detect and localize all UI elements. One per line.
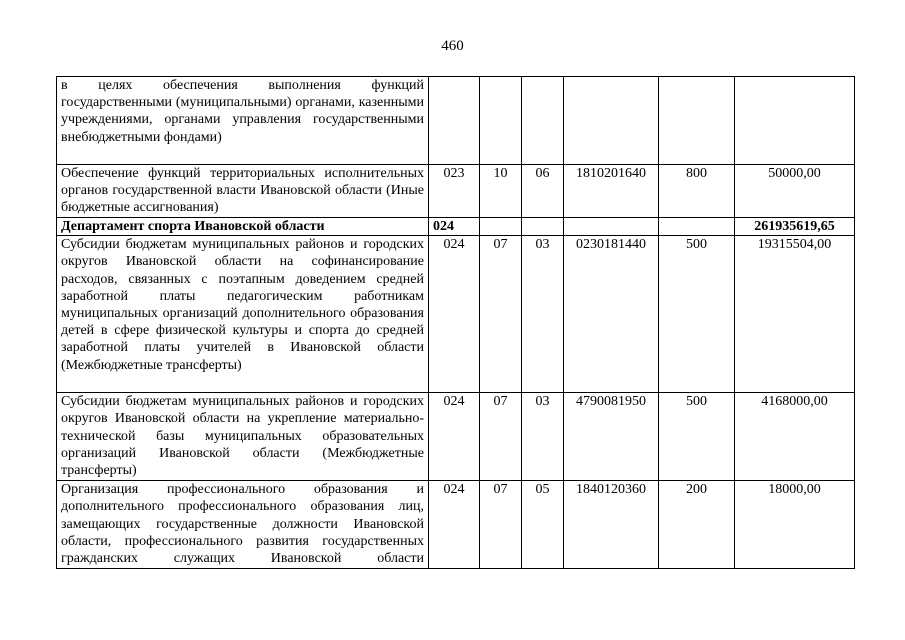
row-expense-type-code bbox=[659, 218, 735, 236]
department-row bbox=[57, 218, 855, 236]
row-subsection-code: 03 bbox=[522, 236, 564, 393]
row-section-code: 07 bbox=[480, 393, 522, 481]
row-target-code: 0230181440 bbox=[564, 236, 659, 393]
table-row bbox=[57, 77, 855, 165]
row-subsection-code: 05 bbox=[522, 481, 564, 569]
row-subsection-code bbox=[522, 218, 564, 236]
row-target-code: 4790081950 bbox=[564, 393, 659, 481]
row-section-code bbox=[480, 77, 522, 165]
page-number: 460 bbox=[441, 38, 464, 54]
row-description: Субсидии бюджетам муниципальных районов и городских округов Ивановской области на укрепление материально-технической базы муниципальных образовательных организаций Ивановской области (Межбюджетные трансферты) bbox=[57, 393, 429, 481]
row-subsection-code: 06 bbox=[522, 165, 564, 218]
row-expense-type-code: 500 bbox=[659, 236, 735, 393]
row-amount: 50000,00 bbox=[735, 165, 855, 218]
row-expense-type-code: 800 bbox=[659, 165, 735, 218]
table-row bbox=[57, 236, 855, 393]
row-target-code bbox=[564, 218, 659, 236]
row-ministry-code: 024 bbox=[429, 393, 480, 481]
row-expense-type-code bbox=[659, 77, 735, 165]
row-ministry-code: 023 bbox=[429, 165, 480, 218]
table-row bbox=[57, 393, 855, 481]
row-target-code: 1840120360 bbox=[564, 481, 659, 569]
row-expense-type-code: 200 bbox=[659, 481, 735, 569]
budget-table bbox=[56, 76, 855, 569]
row-ministry-code bbox=[429, 77, 480, 165]
row-section-code: 07 bbox=[480, 236, 522, 393]
row-amount: 18000,00 bbox=[735, 481, 855, 569]
department-ministry-code: 024 bbox=[429, 218, 480, 236]
row-subsection-code bbox=[522, 77, 564, 165]
row-ministry-code: 024 bbox=[429, 236, 480, 393]
row-expense-type-code: 500 bbox=[659, 393, 735, 481]
table-row bbox=[57, 481, 855, 569]
row-target-code bbox=[564, 77, 659, 165]
row-section-code: 07 bbox=[480, 481, 522, 569]
row-ministry-code: 024 bbox=[429, 481, 480, 569]
department-name: Департамент спорта Ивановской области bbox=[57, 218, 429, 236]
row-section-code: 10 bbox=[480, 165, 522, 218]
row-subsection-code: 03 bbox=[522, 393, 564, 481]
row-description: Обеспечение функций территориальных исполнительных органов государственной власти Ивановской области (Иные бюджетные ассигнования) bbox=[57, 165, 429, 218]
row-description: Субсидии бюджетам муниципальных районов и городских округов Ивановской области на софинансирование расходов, связанных с поэтапным доведением средней заработной платы педагогическим работникам муниципальных организаций дополнительного образования детей в сфере физической культуры и спорта до средней заработной платы учителей в Ивановской области (Межбюджетные трансферты) bbox=[57, 236, 429, 393]
row-amount bbox=[735, 77, 855, 165]
table-row bbox=[57, 165, 855, 218]
row-description: Организация профессионального образования и дополнительного профессионального образования лиц, замещающих государственные должности Ивановской области, профессионального развития государственных гражданских служащих Ивановской области bbox=[57, 481, 429, 569]
row-amount: 4168000,00 bbox=[735, 393, 855, 481]
row-section-code bbox=[480, 218, 522, 236]
row-description: в целях обеспечения выполнения функций государственными (муниципальными) органами, казенными учреждениями, органами управления государственными внебюджетными фондами) bbox=[57, 77, 429, 165]
row-target-code: 1810201640 bbox=[564, 165, 659, 218]
department-total-amount: 261935619,65 bbox=[735, 218, 855, 236]
row-amount: 19315504,00 bbox=[735, 236, 855, 393]
